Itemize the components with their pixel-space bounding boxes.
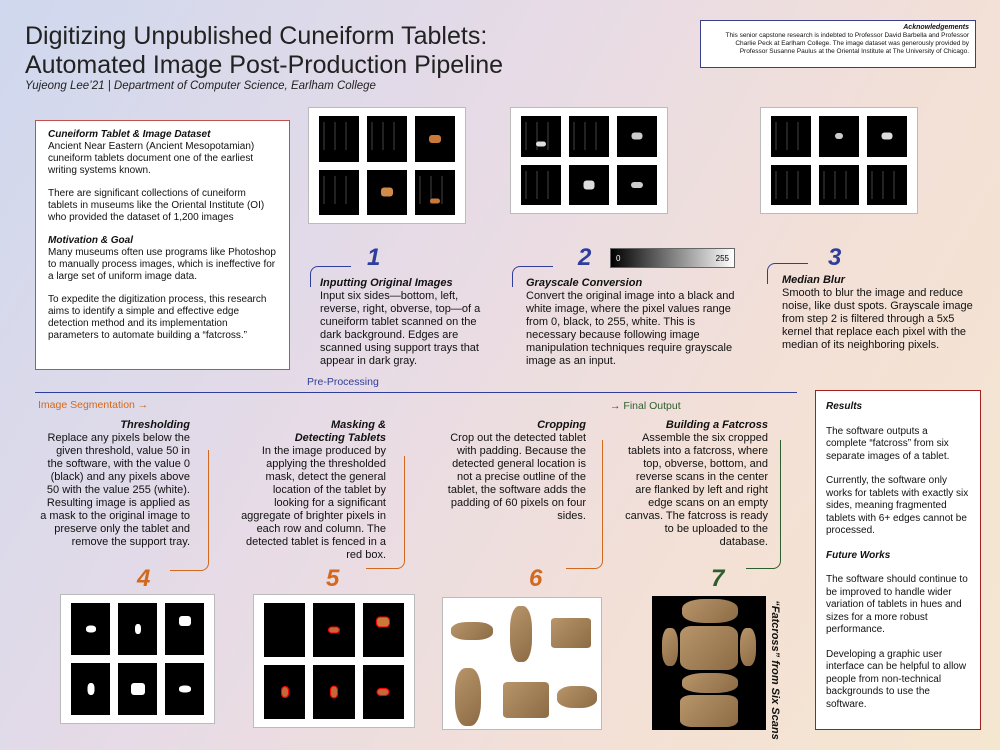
step-4-title: Thresholding	[120, 419, 190, 431]
pre-processing-label: Pre-Processing	[307, 376, 379, 388]
results-paragraph-1: The software outputs a complete “fatcross” from six separate images of a tablet.	[826, 425, 950, 462]
motivation-heading: Motivation & Goal	[48, 235, 133, 246]
results-box	[815, 390, 981, 730]
step-2-title: Grayscale Conversion	[526, 277, 643, 289]
cropped-tablet	[557, 686, 597, 708]
fatcross-tablet-top	[682, 599, 738, 623]
step6-cropped-images	[442, 597, 602, 730]
step-6-text-block	[438, 419, 586, 523]
scan-thumbnail	[771, 165, 811, 206]
step2-grayscale-images	[510, 107, 668, 214]
masked-thumbnail	[264, 665, 305, 719]
acknowledgements-box	[700, 20, 976, 68]
scan-thumbnail	[415, 170, 455, 216]
scan-thumbnail	[819, 116, 859, 157]
fatcross-image	[652, 596, 766, 730]
scan-thumbnail	[771, 116, 811, 157]
gradient-max-label: 255	[715, 253, 729, 263]
scan-thumbnail	[521, 116, 561, 157]
scan-thumbnail	[319, 170, 359, 216]
step4-threshold-images	[60, 594, 215, 724]
step-5-number: 5	[326, 565, 340, 592]
section-divider	[35, 392, 797, 393]
step-5-title-line-1: Masking &	[330, 419, 386, 431]
mask-thumbnail	[71, 663, 110, 715]
step-6-description: Crop out the detected tablet with padding. Because the detected general location is not a precise outline of the tablet, the software adds the padding of 60 pixels on four sides.	[447, 432, 586, 522]
step-3-number: 3	[828, 244, 842, 271]
fatcross-tablet-reverse	[680, 695, 738, 727]
step-6-bracket	[566, 440, 603, 569]
step-5-description: In the image produced by applying the thresholded mask, detect the general location of the tablet by looking for a significant aggregate of brighter pixels in each row and column. The detected tablet is fenced in a red box.	[241, 445, 386, 561]
final-output-label: → Final Output	[610, 400, 681, 412]
masked-thumbnail	[363, 603, 404, 657]
step-6-number: 6	[529, 565, 543, 592]
step-7-bracket	[746, 440, 781, 569]
step-4-text-block	[38, 419, 190, 549]
title-line-2: Automated Image Post-Production Pipeline	[25, 51, 504, 79]
mask-thumbnail	[71, 603, 110, 655]
step-1-title: Inputting Original Images	[320, 277, 453, 289]
dataset-paragraph-1: Ancient Near Eastern (Ancient Mesopotamian) cuneiform tablets document one of the earliest writing systems known.	[48, 141, 255, 176]
step-2-text-block	[526, 277, 736, 368]
step-3-text-block	[782, 274, 982, 352]
step5-masking-images	[253, 594, 415, 728]
step-4-description: Replace any pixels below the given threshold, value 50 in the software, with the value 0 (black) and any pixels above 50 with the value 255 (white). Resulting image is applied as a mask to the original image to preserve only the tablet and remove the support tray.	[40, 432, 190, 548]
step-7-description: Assemble the six cropped tablets into a fatcross, where top, obverse, bottom, and reverse scans in the center are flanked by left and right edge scans on an empty canvas. The fatcross is ready to be uploaded to the database.	[625, 432, 768, 548]
step-1-description: Input six sides—bottom, left, reverse, right, obverse, top—of a cuneiform tablet scanned on the dark background. Edges are scanned using support trays that appear in dark gray.	[320, 290, 481, 367]
fatcross-tablet-right	[740, 628, 756, 666]
step-6-title: Cropping	[537, 419, 586, 431]
grayscale-gradient-bar	[610, 248, 735, 268]
poster-title	[25, 22, 503, 80]
masked-thumbnail	[313, 665, 354, 719]
intro-box	[35, 120, 290, 370]
scan-thumbnail	[617, 165, 657, 206]
fatcross-tablet-obverse	[680, 626, 738, 670]
step-5-title-line-2: Detecting Tablets	[294, 432, 386, 444]
step-2-description: Convert the original image into a black and white image, where the pixel values range from 0, black, to 255, white. This is necessary because following image manipulation techniques require grayscale image as an input.	[526, 290, 735, 367]
scan-thumbnail	[569, 116, 609, 157]
cropped-tablet	[503, 682, 549, 718]
acknowledgements-text: This senior capstone research is indebted to Professor David Barbella and Professor Charlie Peck at Earlham College. The image dataset was generously provided by Professor Susanne Paulus at the Oriental Institute at The University of Chicago.	[725, 32, 969, 55]
step3-median-blur-images	[760, 107, 918, 214]
scan-thumbnail	[319, 116, 359, 162]
cropped-tablet	[551, 618, 591, 648]
scan-thumbnail	[867, 165, 907, 206]
scan-thumbnail	[521, 165, 561, 206]
scan-thumbnail	[867, 116, 907, 157]
cropped-tablet	[510, 606, 532, 662]
author-line: Yujeong Lee’21 | Department of Computer Science, Earlham College	[25, 80, 376, 92]
cropped-tablet	[451, 622, 493, 640]
step1-original-images	[308, 107, 466, 224]
step-1-text-block	[320, 277, 495, 368]
motivation-paragraph-2: To expedite the digitization process, this research aims to identify a simple and effective edge detection method and its implementation parameters to automate building a “fatcross.”	[48, 294, 267, 341]
step-3-description: Smooth to blur the image and reduce noise, like dust spots. Grayscale image from step 2 is filtered through a 5x5 kernel that replace each pixel with the median of its neighboring pixels.	[782, 287, 973, 351]
motivation-paragraph-1: Many museums often use programs like Photoshop to manually process images, which is ineffective for a large set of uniform image data.	[48, 247, 276, 282]
masked-thumbnail	[313, 603, 354, 657]
future-works-heading: Future Works	[826, 549, 891, 561]
step-3-title: Median Blur	[782, 274, 845, 286]
step-2-number: 2	[578, 244, 592, 271]
image-segmentation-label: Image Segmentation →	[38, 399, 149, 411]
mask-thumbnail	[118, 603, 157, 655]
step-4-bracket	[170, 450, 209, 571]
gradient-min-label: 0	[616, 253, 621, 263]
scan-thumbnail	[819, 165, 859, 206]
mask-thumbnail	[165, 663, 204, 715]
mask-thumbnail	[165, 603, 204, 655]
results-heading: Results	[826, 401, 863, 412]
future-works-paragraph-2: Developing a graphic user interface can be helpful to allow people from non-technical backgrounds to use the software.	[826, 648, 967, 710]
results-paragraph-2: Currently, the software only works for tablets with exactly six sides, meaning fragmented tablets with 6+ edges cannot be processed.	[826, 475, 969, 536]
scan-thumbnail	[367, 116, 407, 162]
step-1-number: 1	[367, 244, 381, 271]
step-4-number: 4	[137, 565, 151, 592]
scan-thumbnail	[415, 116, 455, 162]
acknowledgements-heading: Acknowledgements	[903, 24, 969, 31]
step-7-title: Building a Fatcross	[665, 419, 768, 431]
step-7-number: 7	[711, 565, 725, 592]
dataset-heading: Cuneiform Tablet & Image Dataset	[48, 129, 211, 140]
mask-thumbnail	[118, 663, 157, 715]
masked-thumbnail	[264, 603, 305, 657]
fatcross-caption-text: “Fatcross” from Six Scans	[769, 600, 781, 740]
future-works-paragraph-1: The software should continue to be improved to handle wider variation of tablets in hues and sizes for a more robust performance.	[826, 574, 968, 635]
fatcross-tablet-left	[662, 628, 678, 666]
step-5-text-block	[238, 419, 386, 562]
scan-thumbnail	[569, 165, 609, 206]
step-5-bracket	[366, 456, 405, 569]
title-line-1: Digitizing Unpublished Cuneiform Tablets:	[25, 22, 488, 50]
cropped-tablet	[455, 668, 481, 726]
scan-thumbnail	[617, 116, 657, 157]
masked-thumbnail	[363, 665, 404, 719]
dataset-paragraph-2: There are significant collections of cuneiform tablets in museums like the Oriental Institute (OI) who provided the dataset of 1,200 images	[48, 188, 265, 223]
scan-thumbnail	[367, 170, 407, 216]
fatcross-caption	[760, 600, 790, 740]
fatcross-tablet-bottom	[682, 673, 738, 693]
